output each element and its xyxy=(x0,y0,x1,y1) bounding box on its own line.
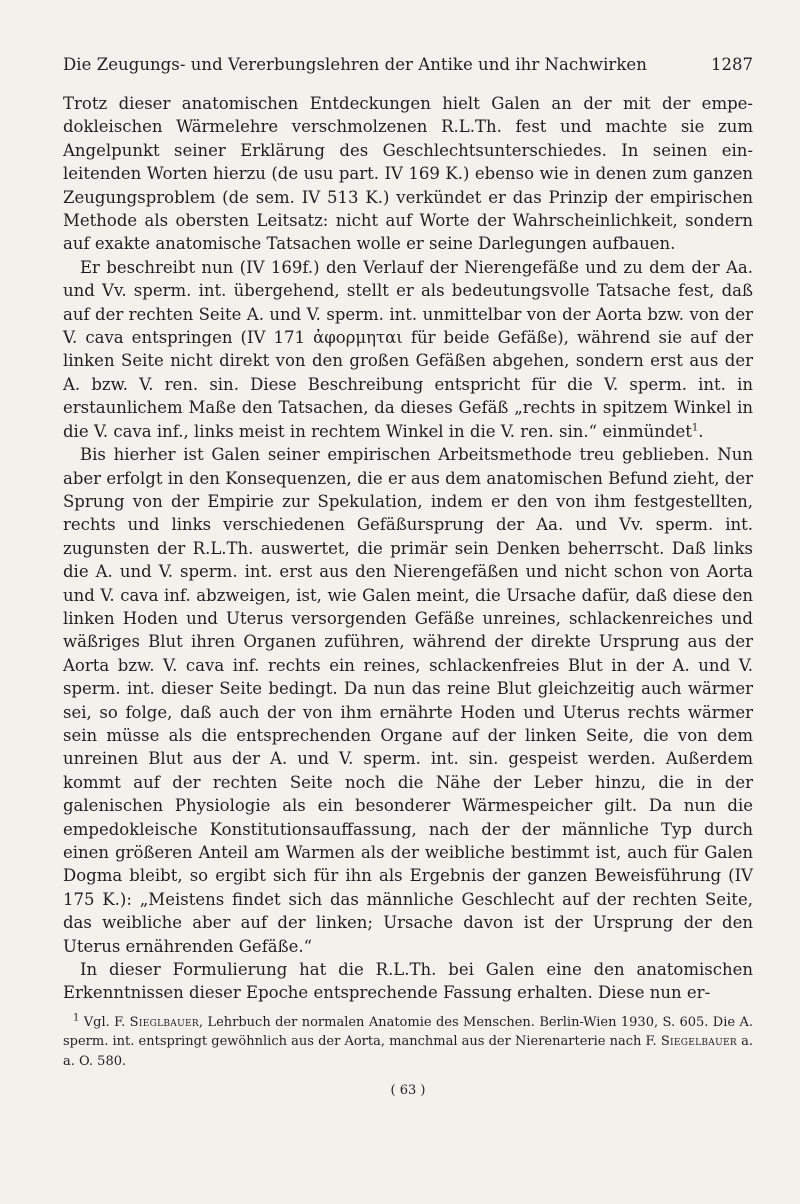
paragraph xyxy=(63,256,753,443)
author-name: Siegelbauer xyxy=(660,1034,737,1050)
text-segment: Trotz dieser anatomischen Entdeckungen hielt Galen an der mit der empedokleischen Wärmelehre verschmolzenen R.L.Th. fest und machte sie zum Angelpunkt seiner Erklärung des Geschlechtsunterschiedes. In seinen einleitenden Worten hierzu (de usu part. IV 169 K.) ebenso wie in denen zum ganzen Zeugungsproblem (de sem. IV 513 K.) verkündet er das Prinzip der empirischen Methode als obersten Leitsatz: nicht auf Worte der Wahrscheinlichkeit, sondern auf exakte anatomische Tatsachen wolle er seine Darlegungen aufbauen. xyxy=(63,94,753,254)
footnote-reference: 1 xyxy=(691,422,699,434)
text-segment: a. a. O. 580. xyxy=(63,1034,753,1069)
text-segment: Vgl. F. xyxy=(79,1014,130,1030)
running-header xyxy=(63,50,753,80)
text-segment: In dieser Formulierung hat die R.L.Th. bei Galen eine den anatomischen Erkenntnissen dieser Epoche entsprechende Fassung erhalten. Diese nun er- xyxy=(63,960,753,1003)
text-segment: , Lehrbuch der normalen Anatomie des Menschen. Berlin-Wien 1930, S. 605. Die A. sperm. int. entspringt gewöhnlich aus der Aorta, manchmal aus der Nierenarterie nach F. xyxy=(63,1014,753,1050)
body-text xyxy=(63,92,753,1005)
paragraph xyxy=(63,92,753,256)
paragraph xyxy=(63,958,753,1005)
document-page xyxy=(63,50,753,1098)
page-number: 1287 xyxy=(711,55,753,74)
folio: ( 63 ) xyxy=(390,1083,426,1099)
footnote xyxy=(63,1013,753,1072)
text-segment: Er beschreibt nun (IV 169f.) den Verlauf der Nierengefäße und zu dem der Aa. und Vv. sperm. int. übergehend, stellt er als bedeutungsvolle Tatsache fest, daß auf der rechten Seite A. und V. sperm. int. unmittelbar von der Aorta bzw. von der V. cava entspringen (IV 171 ἀφορμηται für beide Gefäße), während sie auf der linken Seite nicht direkt von den großen Gefäßen abgehen, sondern erst aus der A. bzw. V. ren. sin. Diese Beschreibung entspricht für die V. sperm. int. in erstaunlichem Maße den Tatsachen, da dieses Gefäß „rechts in spitzem Winkel in die V. cava inf., links meist in rechtem Winkel in die V. ren. sin.“ einmündet xyxy=(63,257,753,441)
footnotes xyxy=(63,1013,753,1072)
paragraph xyxy=(63,443,753,958)
text-segment: . xyxy=(698,421,704,441)
text-segment: Bis hierher ist Galen seiner empirischen Arbeitsmethode treu geblieben. Nun aber erfolgt in den Konsequenzen, die er aus dem anatomischen Befund zieht, der Sprung von der Empirie zur Spekulation, indem er den von ihm festgestellten, rechts und links verschiedenen Gefäßursprung der Aa. und Vv. sperm. int. zugunsten der R.L.Th. auswertet, die primär sein Denken beherrscht. Daß links die A. und V. sperm. int. erst aus den Nierengefäßen und nicht schon von Aorta und V. cava inf. abzweigen, ist, wie Galen meint, die Ursache dafür, daß diese den linken Hoden und Uterus versorgenden Gefäße unreines, schlackenreiches und wäßriges Blut ihren Organen zuführen, während der direkte Ursprung aus der Aorta bzw. V. cava inf. rechts ein reines, schlackenfreies Blut in der A. und V. sperm. int. dieser Seite bedingt. Da nun das reine Blut gleichzeitig auch wärmer sei, so folge, daß auch der von ihm ernährte Hoden und Uterus rechts wärmer sein müsse als die entsprechenden Organe auf der linken Seite, die von dem unreinen Blut aus der A. und V. sperm. int. sin. gespeist werden. Außerdem kommt auf der rechten Seite noch die Nähe der Leber hinzu, die in der galenischen Physiologie als ein besonderer Wärmespeicher gilt. Da nun die empedokleische Konstitutionsauffassung, nach der der männliche Typ durch einen größeren Anteil am Warmen als der weibliche bestimmt ist, auch für Galen Dogma bleibt, so ergibt sich für ihn als Ergebnis der ganzen Beweisführung (IV 175 K.): „Meistens findet sich das männliche Geschlecht auf der rechten Seite, das weibliche aber auf der linken; Ursache davon ist der Ursprung der den Uterus ernährenden Gefäße.“ xyxy=(63,445,753,956)
footnote-marker: 1 xyxy=(73,1012,80,1024)
author-name: Sieglbauer xyxy=(129,1014,199,1030)
running-title: Die Zeugungs- und Vererbungslehren der Antike und ihr Nachwirken xyxy=(63,55,647,74)
